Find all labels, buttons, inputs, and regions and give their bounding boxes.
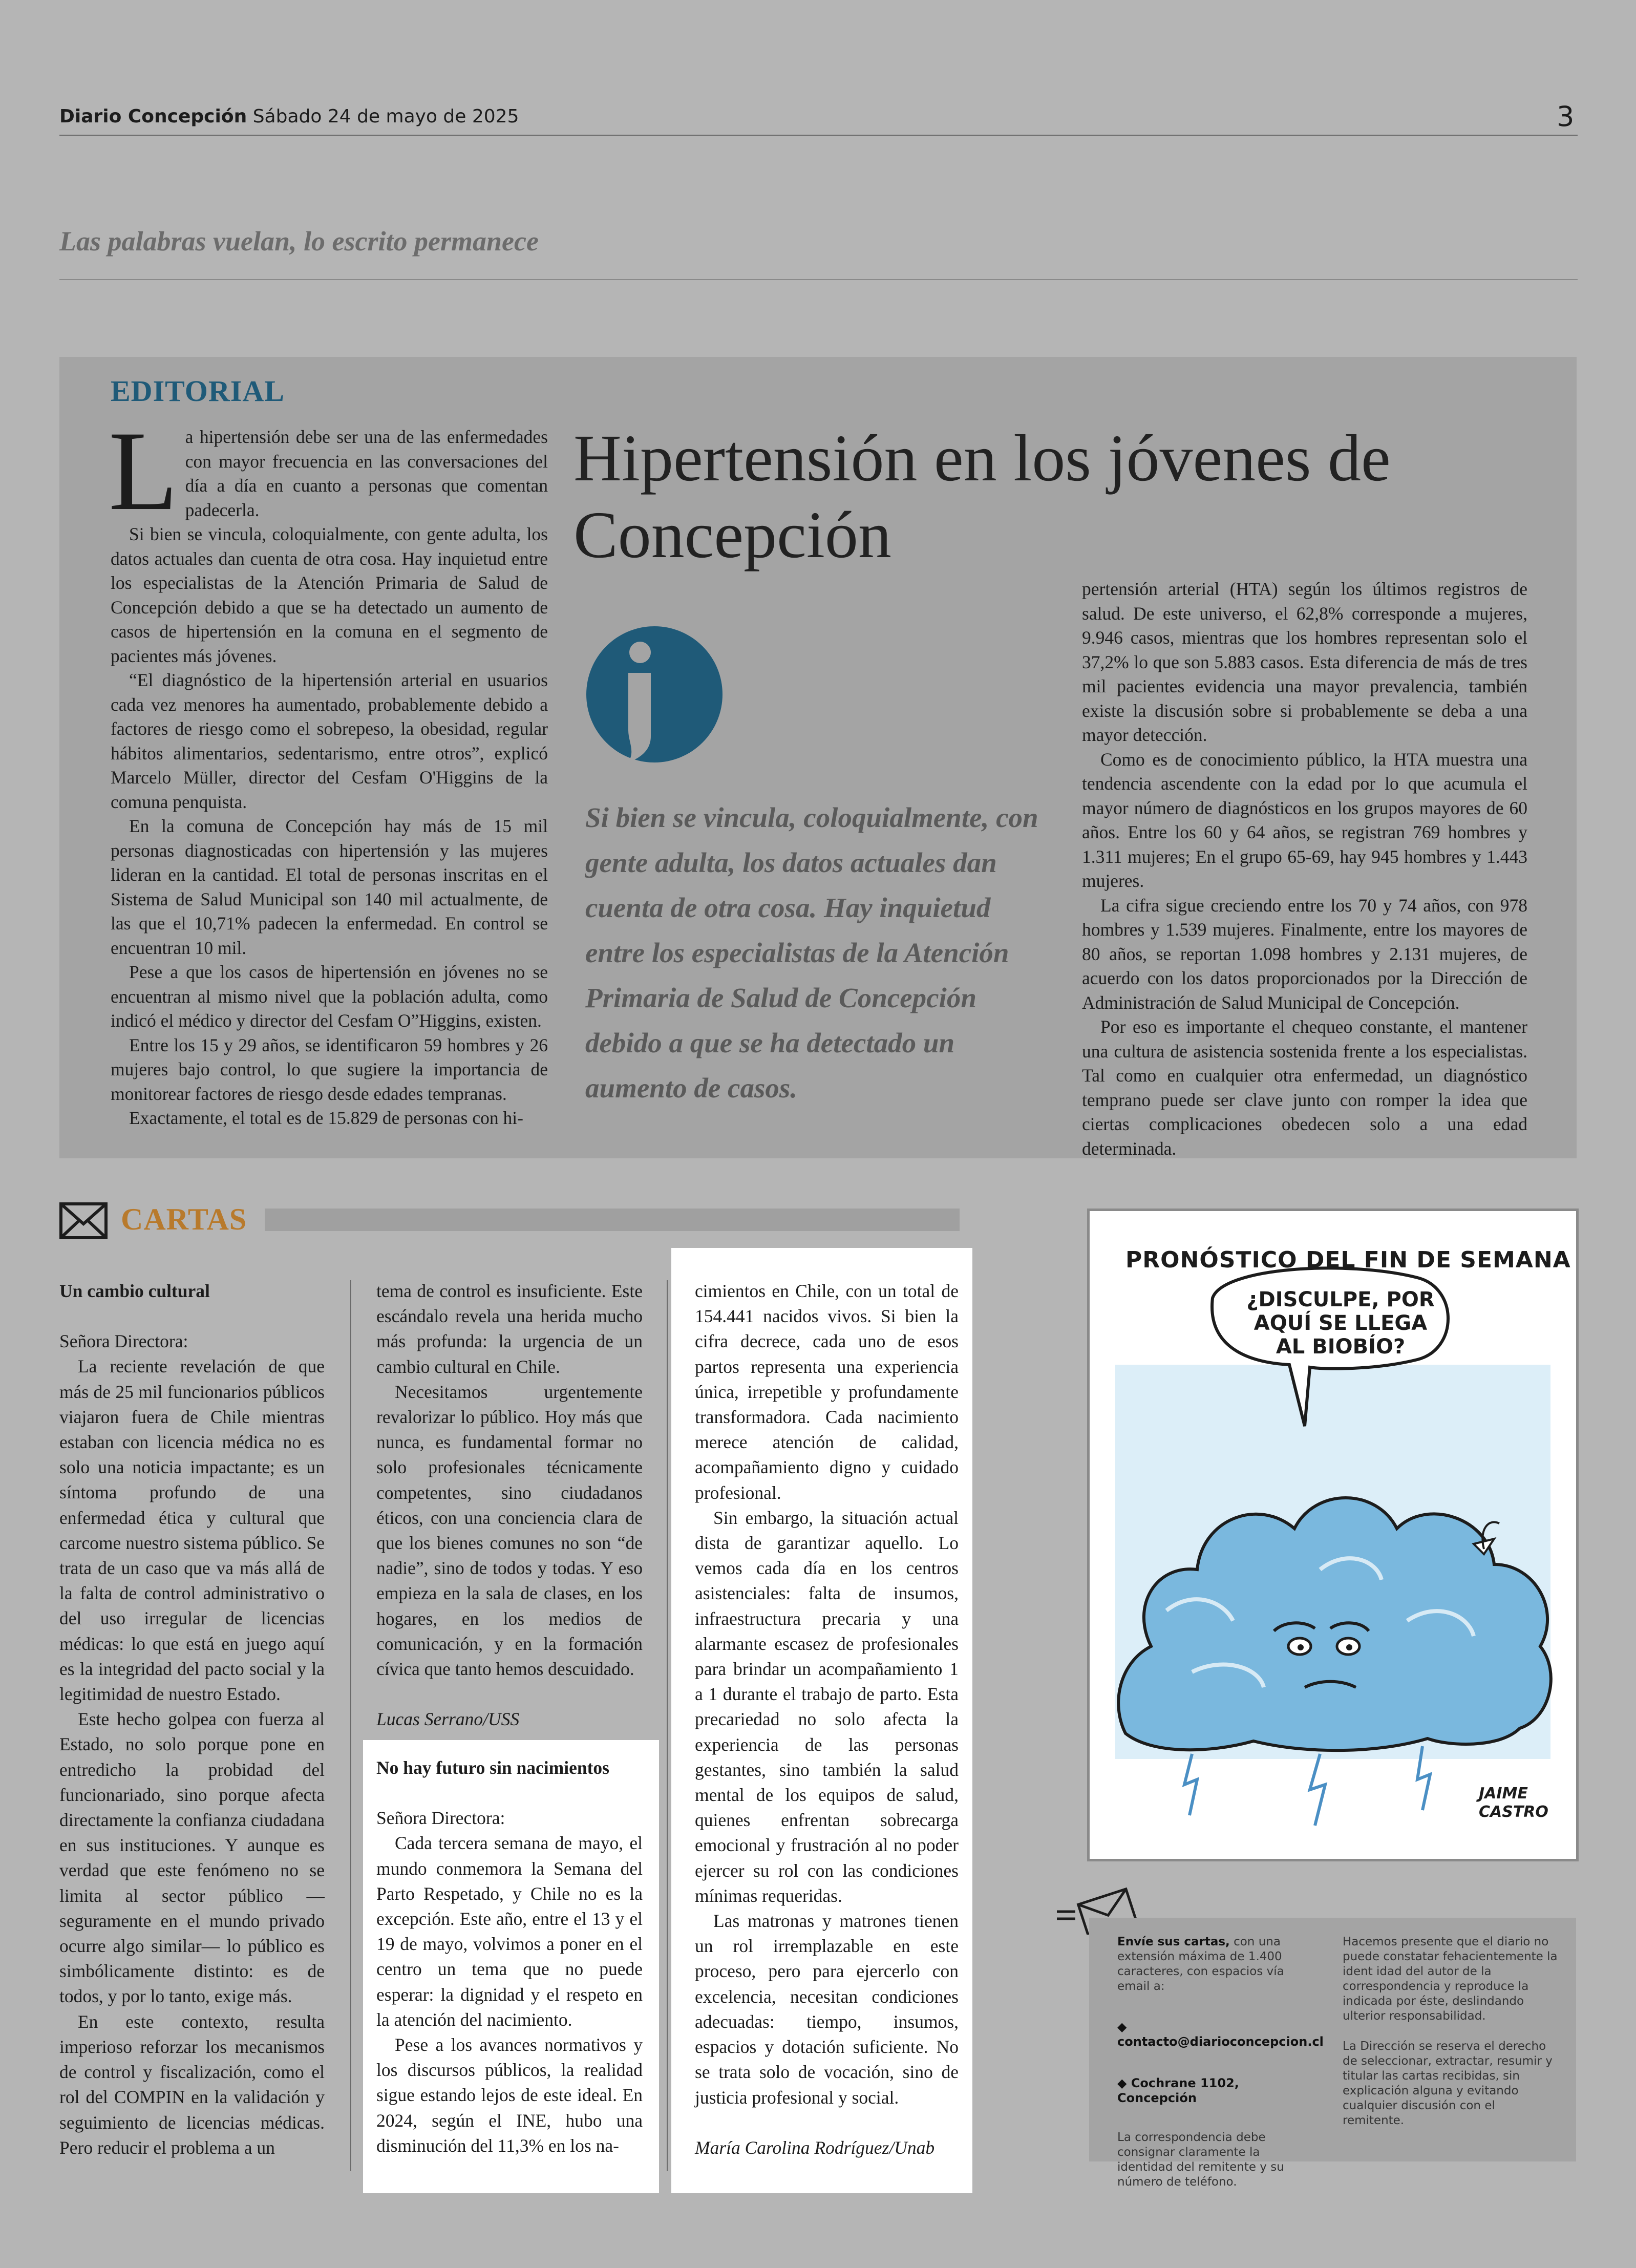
editorial-paragraph: Entre los 15 y 29 años, se identificaron 59 hombres y 26 mujeres bajo control, lo que sugiere la importancia de monitorear factores de riesgo desde edades tempranas. — [111, 1034, 548, 1104]
cartas-label: CARTAS — [121, 1202, 247, 1236]
disclaimer-note: Hacemos presente que el diario no puede constatar fehacientemente la ident idad del autor de la correspondencia y reproduce la indicada por éste, deslindando ulterior responsabilidad. — [1343, 1935, 1558, 2023]
email-link[interactable]: contacto@diarioconcepcion.cl — [1117, 2034, 1324, 2049]
address-text: Cochrane 1102, Concepción — [1117, 2076, 1239, 2105]
drop-cap: L — [109, 408, 178, 534]
editorial-paragraph: Pese a que los casos de hipertensión en jóvenes no se encuentran al mismo nivel que la población adulta, como indicó el médico y director del Cesfam O”Higgins, existen. — [111, 962, 548, 1031]
issue-date: Sábado 24 de mayo de 2025 — [252, 106, 519, 127]
diamond-icon: ◆ — [1117, 2076, 1131, 2090]
tagline-rule — [59, 279, 1578, 280]
letter-paragraph: Cada tercera semana de mayo, el mundo conmemora la Semana del Parto Respetado, y Chile no es la excepción. Este año, entre el 13 y el 19 de mayo, volvimos a poner en el centro un tema que no puede esperar: la dignidad y el respeto en la atención del nacimiento. — [376, 1833, 643, 2030]
editorial-label: EDITORIAL — [111, 374, 285, 408]
editorial-paragraph: En la comuna de Concepción hay más de 15 mil personas diagnosticadas con hipertensión y las mujeres lideran en la cantidad. El total de personas inscritas en el Sistema de Salud Municipal son 140 mil actualmente, de las que el 10,71% padecen la enfermedad. En control se encuentran 10 mil. — [111, 816, 548, 958]
info-icon — [585, 623, 724, 766]
letter-paragraph: En este contexto, resulta imperioso reforzar los mecanismos de control y fiscalización, como el rol del COMPIN en la validación y seguimiento de licencias médicas. Pero reducir el problema a un — [59, 2011, 325, 2158]
email-row[interactable] — [1117, 2020, 1324, 2049]
editorial-pullquote: Si bien se vincula, coloquialmente, con gente adulta, los datos actuales dan cuenta de otra cosa. Hay inquietud entre los especialistas de la Atención Primaria de Salud de Concepción debido a que se ha detectado un aumento de casos. — [585, 802, 1038, 1104]
letter-paragraph: Pese a los avances normativos y los discursos públicos, la realidad sigue estando lejos de este ideal. En 2024, según el INE, hubo una disminución del 11,3% en los na- — [376, 2034, 643, 2156]
letter-paragraph: La reciente revelación de que más de 25 mil funcionarios públicos viajaron fuera de Chile mientras estaban con licencia médica no es solo una noticia impactante; es un síntoma profundo de una enfermedad ética y cultural que carcome nuestro sistema público. Se trata de un caso que va más allá de la falta de control administrativo o del uso irregular de licencias médicas: lo que está en juego aquí es la integridad del pacto social y la legitimidad de nuestro Estado. — [59, 1356, 325, 1705]
section-tagline: Las palabras vuelan, lo escrito permanece — [59, 226, 539, 257]
editorial-paragraph: La cifra sigue creciendo entre los 70 y 74 años, con 978 hombres y 1.539 mujeres. Finalmente, entre los mayores de 80 años, se reportan 1.098 hombres y 2.131 mujeres, de acuerdo con los datos proporcionados por la Dirección de Administración de Salud Municipal de Concepción. — [1082, 895, 1527, 1013]
consign-note: La correspondencia debe consignar claramente la identidad del remitente y su número de teléfono. — [1117, 2131, 1284, 2189]
letter-signature: Lucas Serrano/USS — [376, 1709, 520, 1730]
letter-2-column-1 — [376, 1755, 643, 2158]
rights-note: La Dirección se reserva el derecho de seleccionar, extractar, resumir y titular las cartas recibidas, sin explicación alguna y evitando cualquier discusión con el remitente. — [1343, 2040, 1553, 2127]
editorial-paragraph: Por eso es importante el chequeo constante, el mantener una cultura de asistencia sostenida frente a los especialistas. Tal como en cualquier otra enfermedad, un diagnóstico temprano puede ser clave junto con romper la idea que ciertas complicaciones obedecen solo a una edad determinada. — [1082, 1016, 1527, 1159]
cartas-bar — [265, 1209, 960, 1231]
letter-paragraph: Este hecho golpea con fuerza al Estado, no solo porque pone en entredicho la probidad del funcionariado, sino porque afecta directamente la confianza ciudadana en sus instituciones. Y aunque es verdad que este fenómeno no se limita al sector público —seguramente en el mundo privado ocurre algo similar— lo público es simbólicamente distinto: es de todos, y por lo tanto, exige más. — [59, 1709, 325, 2007]
send-text: con una extensión máxima de 1.400 caracteres, con espacios vía email a: — [1117, 1935, 1284, 1993]
editorial-column-1 — [109, 408, 548, 1131]
masthead — [59, 106, 519, 127]
editorial-first-paragraph: a hipertensión debe ser una de las enfermedades con mayor frecuencia en las conversaciones del día a día en cuanto a personas que comentan padecerla. — [185, 427, 548, 520]
column-divider — [350, 1280, 351, 2171]
letter-2-column-2 — [695, 1279, 959, 2160]
cartoon-speech: ¿DISCULPE, POR AQUÍ SE LLEGA AL BIOBÍO? — [1246, 1288, 1435, 1359]
letter-title: Un cambio cultural — [59, 1281, 210, 1301]
send-instructions — [1117, 1935, 1317, 1994]
editorial-paragraph: Si bien se vincula, coloquialmente, con gente adulta, los datos actuales dan cuenta de otra cosa. Hay inquietud entre los especialistas de la Atención Primaria de Salud de Concepción debido a que se ha detectado un aumento de casos de hipertensión en la comuna en el segmento de pacientes más jóvenes. — [111, 524, 548, 666]
letter-paragraph: Las matronas y matrones tienen un rol irremplazable en este proceso, pero para ejercerlo con excelencia, necesitan condiciones adecuadas: tiempo, insumos, espacios y dotación suficiente. No se trata solo de vocación, sino de justicia profesional y social. — [695, 1911, 959, 2108]
cartoon-title: PRONÓSTICO DEL FIN DE SEMANA — [1125, 1247, 1571, 1273]
editorial-paragraph: Exactamente, el total es de 15.829 de personas con hi- — [129, 1108, 523, 1128]
cartoon-frame — [1087, 1209, 1579, 1861]
editorial-paragraph: pertensión arterial (HTA) según los últimos registros de salud. De este universo, el 62,8% corresponde a mujeres, 9.946 casos, mientras que los hombres representan solo el 37,2% lo que son 5.883 casos. Esta diferencia de más de tres mil pacientes evidencia una mayor prevalencia, también existe la discusión sobre si probablemente se deba a una mayor detección. — [1082, 579, 1527, 745]
editorial-title: Hipertensión en los jóvenes de Concepción — [573, 421, 1391, 572]
envelope-icon — [59, 1202, 108, 1239]
info-right — [1343, 1935, 1558, 2128]
header-rule — [59, 135, 1578, 136]
letter-signature: María Carolina Rodríguez/Unab — [695, 2137, 935, 2158]
column-divider — [667, 1280, 668, 2171]
send-bold: Envíe sus cartas, — [1117, 1935, 1230, 1948]
editorial-paragraph: “El diagnóstico de la hipertensión arterial en usuarios cada vez menores ha aumentado, probablemente debido a factores de riesgo como el sobrepeso, la obesidad, regular hábitos alimentarios, sedentarismo, entre otros”, explicó Marcelo Müller, director del Cesfam O'Higgins de la comuna penquista. — [111, 670, 548, 812]
editorial-paragraph: Como es de conocimiento público, la HTA muestra una tendencia ascendente con la edad por lo que acumula el mayor número de diagnósticos en los grupos mayores de 60 años. Entre los 60 y 64 años, se registran 769 hombres y 1.311 mujeres; En el grupo 65-69, hay 945 hombres y 1.443 mujeres. — [1082, 749, 1527, 891]
diamond-icon: ◆ — [1117, 2020, 1127, 2034]
cartoon-signature: JAIME CASTRO — [1479, 1785, 1548, 1821]
letter-1-column-2 — [376, 1279, 643, 1732]
letter-paragraph: cimientos en Chile, con un total de 154.441 nacidos vivos. Si bien la cifra decrece, cada uno de esos partos representa una experiencia única, irrepetible y profundamente transformadora. Cada nacimiento merece atención de calidad, acompañamiento digno y cuidado profesional. — [695, 1281, 959, 1503]
letter-paragraph: tema de control es insuficiente. Este escándalo revela una herida mucho más profunda: la urgencia de un cambio cultural en Chile. — [376, 1281, 643, 1377]
address-row — [1117, 2076, 1317, 2106]
letter-paragraph: Sin embargo, la situación actual dista de garantizar aquello. Lo vemos cada día en los centros asistenciales: falta de insumos, infraestructura precaria y una alarmante escasez de profesionales para brindar un acompañamiento 1 a 1 durante el trabajo de parto. Esta precariedad no solo afecta la experiencia de las personas gestantes, sino también la salud mental de los equipos de salud, quienes enfrentan sobrecarga emocional y frustración al no poder ejercer su rol con las condiciones mínimas requeridas. — [695, 1507, 959, 1906]
letter-title: No hay futuro sin nacimientos — [376, 1757, 609, 1778]
info-left — [1117, 1935, 1324, 2190]
page-number: 3 — [1557, 100, 1575, 133]
letter-1-column-1 — [59, 1279, 325, 2160]
letter-paragraph: Necesitamos urgentemente revalorizar lo público. Hoy más que nunca, es fundamental formar no solo profesionales técnicamente competentes, sino ciudadanos éticos, con una conciencia clara de que los bienes comunes no son “de nadie”, sino de todos y todas. Y eso empieza en la sala de clases, en los hogares, en los medios de comunicación, y en la formación cívica que tanto hemos descuidado. — [376, 1381, 643, 1680]
letter-salutation: Señora Directora: — [59, 1331, 188, 1352]
editorial-column-3 — [1082, 577, 1527, 1161]
letter-salutation: Señora Directora: — [376, 1808, 505, 1829]
paper-name: Diario Concepción — [59, 106, 247, 127]
